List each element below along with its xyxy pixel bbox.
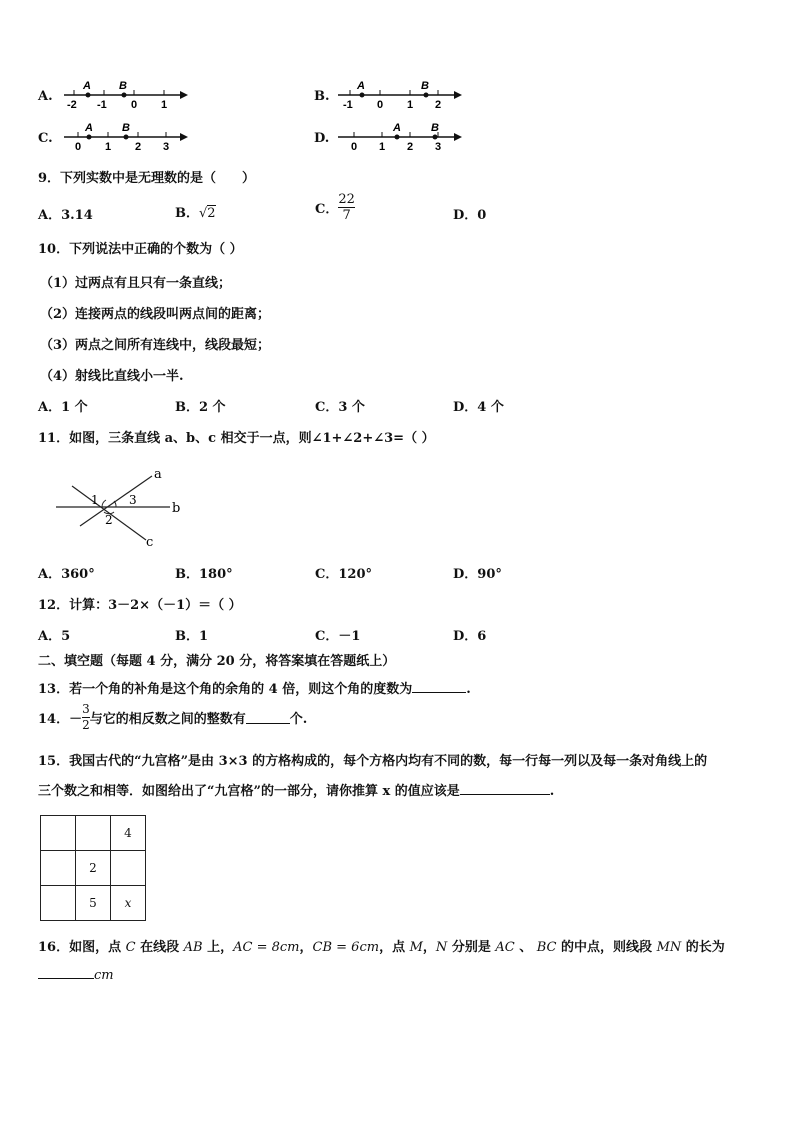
grid-cell: x	[111, 886, 146, 921]
q16-var: CB = 6cm	[312, 940, 380, 955]
label-a: A	[85, 122, 93, 134]
point-a	[395, 135, 400, 140]
q9-fraction	[338, 192, 355, 223]
q12-option-d[interactable]: D．6	[453, 629, 487, 644]
q10-option-d[interactable]: D．4 个	[453, 400, 504, 415]
q15-answer-blank[interactable]	[460, 782, 550, 795]
q14-fraction	[82, 702, 90, 733]
q16-line-1	[38, 936, 725, 955]
q12-option-b[interactable]: B．1	[175, 629, 209, 644]
three-lines-figure	[52, 466, 192, 548]
grid-cell: 5	[76, 886, 111, 921]
number-line-a-svg	[60, 78, 190, 110]
grid-cell: 4	[111, 816, 146, 851]
tick-label: 2	[435, 99, 442, 110]
sqrt-symbol: √	[199, 206, 208, 221]
q11-option-a[interactable]: A．360°	[38, 567, 95, 582]
q16-text: ，	[422, 940, 436, 955]
q16-text: 在线段	[135, 940, 184, 955]
grid-row	[41, 816, 146, 851]
q10-stem: 10．下列说法中正确的个数为（ ）	[38, 242, 243, 257]
label-b: B	[421, 80, 429, 92]
grid-cell	[41, 816, 76, 851]
q14-end: 个.	[289, 712, 308, 727]
q8-option-a-letter[interactable]: A.	[38, 89, 53, 104]
tick-label: 1	[407, 99, 414, 110]
q8-option-d-letter[interactable]: D.	[314, 131, 330, 146]
label-a: A	[83, 80, 91, 92]
q11-option-d[interactable]: D．90°	[453, 567, 502, 582]
label-b: b	[172, 501, 181, 516]
q11-stem: 11．如图，三条直线 a、b、c 相交于一点，则∠1+∠2+∠3=（ ）	[38, 431, 435, 446]
q9-option-d[interactable]: D．0	[453, 208, 487, 223]
tick-label: 3	[435, 141, 442, 152]
q9-radicand: 2	[207, 206, 216, 221]
point-a	[87, 135, 92, 140]
grid-cell	[76, 816, 111, 851]
q8-option-b-letter[interactable]: B.	[314, 89, 330, 104]
tick-label: 1	[379, 141, 386, 152]
label-angle-1: 1	[91, 493, 99, 507]
label-a: a	[154, 467, 162, 482]
fraction-denominator: 7	[342, 208, 351, 223]
number-line-d-svg	[334, 120, 464, 152]
number-line-c-svg	[60, 120, 190, 152]
point-b	[433, 135, 438, 140]
point-a	[86, 93, 91, 98]
q16-var: N	[435, 940, 448, 955]
tick-label: -1	[97, 99, 107, 110]
tick-label: 1	[161, 99, 168, 110]
q16-var: AC = 8cm	[233, 940, 300, 955]
q10-item-4: （4）射线比直线小一半.	[40, 369, 184, 384]
q16-var: MN	[656, 940, 682, 955]
label-a: A	[393, 122, 401, 134]
q16-unit: cm	[94, 968, 114, 983]
tick-label: 0	[75, 141, 82, 152]
q8-option-d-number-line	[334, 120, 464, 156]
magic-square-table	[40, 815, 146, 921]
arc-1	[102, 500, 106, 507]
q9-stem: 9．下列实数中是无理数的是（ ）	[38, 171, 256, 186]
q14	[38, 702, 307, 733]
tick-label: 0	[377, 99, 384, 110]
q16-var: C	[125, 940, 136, 955]
q13	[38, 678, 471, 697]
section-heading: 二、填空题（每题 4 分，满分 20 分，将答案填在答题纸上）	[38, 654, 396, 669]
q16-var: BC	[536, 940, 557, 955]
q16-text: 16．如图，点	[38, 940, 126, 955]
q16-text: 、	[514, 940, 537, 955]
q12-option-a[interactable]: A．5	[38, 629, 71, 644]
tick-label: 0	[131, 99, 138, 110]
q9-option-c-letter: C．	[315, 202, 339, 217]
q15-line-2-text: 三个数之和相等．如图给出了“九宫格”的一部分，请你推算 x 的值应该是	[38, 784, 460, 799]
q14-answer-blank[interactable]	[246, 711, 290, 724]
grid-row	[41, 886, 146, 921]
q16-text: 上，	[202, 940, 234, 955]
fraction-denominator: 2	[82, 718, 90, 732]
q16-text: ，点	[379, 940, 410, 955]
tick-label: -2	[67, 99, 77, 110]
q13-text: 13．若一个角的补角是这个角的余角的 4 倍，则这个角的度数为	[38, 682, 413, 697]
number-line-b-svg	[334, 78, 464, 110]
q15-line-2	[38, 780, 554, 799]
point-b	[122, 93, 127, 98]
q10-option-a[interactable]: A．1 个	[38, 400, 88, 415]
tick-label: 2	[407, 141, 414, 152]
tick-label: -1	[343, 99, 353, 110]
q8-option-c-number-line	[60, 120, 190, 156]
label-a: A	[357, 80, 365, 92]
q12-option-c[interactable]: C．－1	[315, 629, 361, 644]
grid-cell	[41, 886, 76, 921]
q16-line-2	[38, 966, 114, 983]
q14-prefix: 14．－	[38, 712, 83, 727]
q16-var: AC	[495, 940, 515, 955]
q8-option-a-number-line	[60, 78, 190, 114]
point-b	[124, 135, 129, 140]
label-b: B	[431, 122, 439, 134]
q11-figure	[52, 466, 192, 552]
q15-nine-grid	[40, 815, 146, 921]
q8-option-b-number-line	[334, 78, 464, 114]
q15-line-1: 15．我国古代的“九宫格”是由 3×3 的方格构成的，每个方格内均有不同的数，每一行每一列以及每一条对角线上的	[38, 754, 708, 769]
q13-answer-blank[interactable]	[412, 680, 466, 693]
q16-var: M	[409, 940, 423, 955]
fraction-numerator: 3	[82, 702, 90, 716]
q10-option-b[interactable]: B．2 个	[175, 400, 226, 415]
q16-answer-blank[interactable]	[38, 966, 94, 979]
label-b: B	[122, 122, 130, 134]
label-angle-2: 2	[105, 513, 113, 527]
q16-text: ，	[299, 940, 313, 955]
tick-label: 1	[105, 141, 112, 152]
q16-text: 的中点，则线段	[556, 940, 657, 955]
label-c: c	[146, 535, 154, 548]
q9-option-b[interactable]	[175, 202, 216, 221]
q10-option-c[interactable]: C．3 个	[315, 400, 365, 415]
q9-option-a[interactable]: A．3.14	[38, 208, 93, 223]
q16-var: AB	[183, 940, 203, 955]
tick-label: 0	[351, 141, 358, 152]
grid-cell: 2	[76, 851, 111, 886]
q15-end: .	[549, 784, 555, 799]
label-angle-3: 3	[129, 493, 137, 507]
grid-cell	[111, 851, 146, 886]
tick-label: 2	[135, 141, 142, 152]
q10-item-2: （2）连接两点的线段叫两点间的距离；	[40, 307, 271, 322]
q13-end: .	[466, 682, 471, 697]
tick-label: 3	[163, 141, 170, 152]
q14-text: 与它的相反数之间的整数有	[89, 712, 246, 727]
q12-stem: 12．计算：3－2×（－1）＝（ ）	[38, 598, 242, 613]
q16-text: 的长为	[681, 940, 725, 955]
fraction-numerator: 22	[338, 192, 355, 207]
label-b: B	[119, 80, 127, 92]
q10-item-1: （1）过两点有且只有一条直线；	[40, 276, 232, 291]
point-a	[360, 93, 365, 98]
q11-option-b[interactable]: B．180°	[175, 567, 233, 582]
q16-text: 分别是	[447, 940, 496, 955]
grid-row	[41, 851, 146, 886]
q11-option-c[interactable]: C．120°	[315, 567, 372, 582]
grid-cell	[41, 851, 76, 886]
q10-item-3: （3）两点之间所有连线中，线段最短；	[40, 338, 271, 353]
q9-option-b-letter: B．	[175, 206, 199, 221]
q8-option-c-letter[interactable]: C.	[38, 131, 53, 146]
point-b	[424, 93, 429, 98]
q9-option-c[interactable]	[315, 192, 355, 223]
